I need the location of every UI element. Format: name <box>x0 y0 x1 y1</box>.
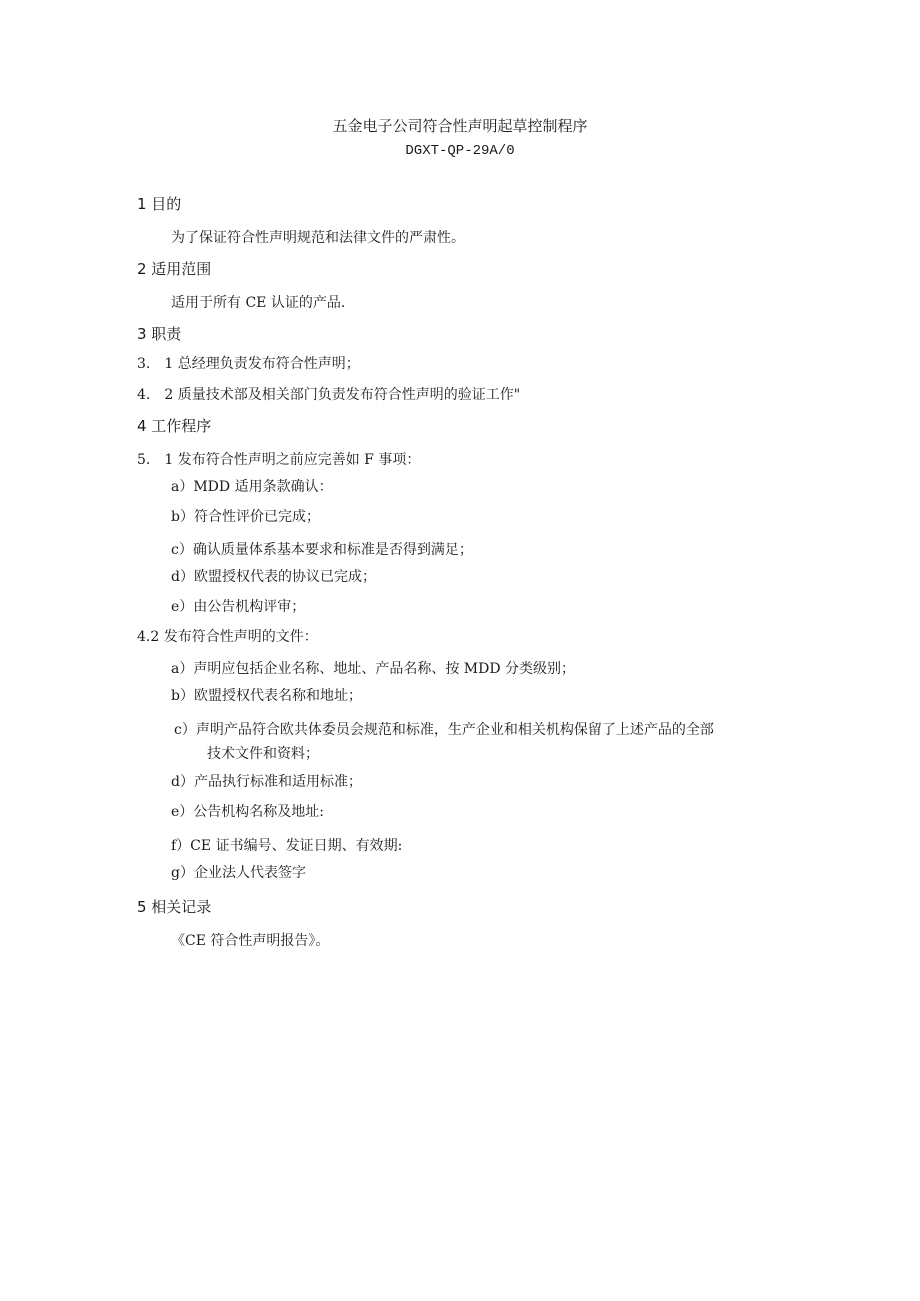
procedure-sub2-item: b）欧盟授权代表名称和地址； <box>171 688 362 704</box>
procedure-sub1-title: 5. 1 发布符合性声明之前应完善如 F 事项： <box>137 452 421 468</box>
procedure-sub2-title: 4.2 发布符合性声明的文件： <box>137 629 318 645</box>
section-scope-heading: 2 适用范围 <box>137 260 212 278</box>
procedure-sub2-item: a）声明应包括企业名称、地址、产品名称、按 MDD 分类级别； <box>171 661 576 677</box>
procedure-sub2-item: f）CE 证书编号、发证日期、有效期: <box>171 838 403 854</box>
procedure-sub2-item: d）产品执行标准和适用标准； <box>171 774 362 790</box>
procedure-sub2-item-continuation: 技术文件和资料； <box>207 746 319 762</box>
document-title: 五金电子公司符合性声明起草控制程序 <box>332 117 588 135</box>
procedure-sub2-item: c）声明产品符合欧共体委员会规范和标准，生产企业和相关机构保留了上述产品的全部 <box>174 722 714 738</box>
responsibility-item: 4. 2 质量技术部及相关部门负责发布符合性声明的验证工作" <box>137 387 521 403</box>
procedure-sub1-item: a）MDD 适用条款确认： <box>171 479 333 495</box>
procedure-sub2-item: e）公告机构名称及地址: <box>171 804 325 820</box>
procedure-sub1-item: d）欧盟授权代表的协议已完成； <box>171 569 376 585</box>
procedure-sub1-item: c）确认质量体系基本要求和标准是否得到满足； <box>171 542 473 558</box>
procedure-sub1-item: b）符合性评价已完成； <box>171 509 320 525</box>
section-purpose-heading: 1 目的 <box>137 195 182 213</box>
section-purpose-text: 为了保证符合性声明规范和法律文件的严肃性。 <box>171 230 465 246</box>
section-procedure-heading: 4 工作程序 <box>137 417 212 435</box>
section-responsibility-heading: 3 职责 <box>137 325 182 343</box>
section-scope-text: 适用于所有 CE 认证的产品. <box>171 295 346 311</box>
procedure-sub2-item: g）企业法人代表签字 <box>171 865 306 881</box>
document-code: DGXT-QP-29A/0 <box>405 143 515 159</box>
section-records-heading: 5 相关记录 <box>137 898 212 916</box>
section-records-text: 《CE 符合性声明报告》。 <box>171 933 330 949</box>
responsibility-item: 3. 1 总经理负责发布符合性声明； <box>137 356 360 372</box>
procedure-sub1-item: e）由公告机构评审； <box>171 599 306 615</box>
